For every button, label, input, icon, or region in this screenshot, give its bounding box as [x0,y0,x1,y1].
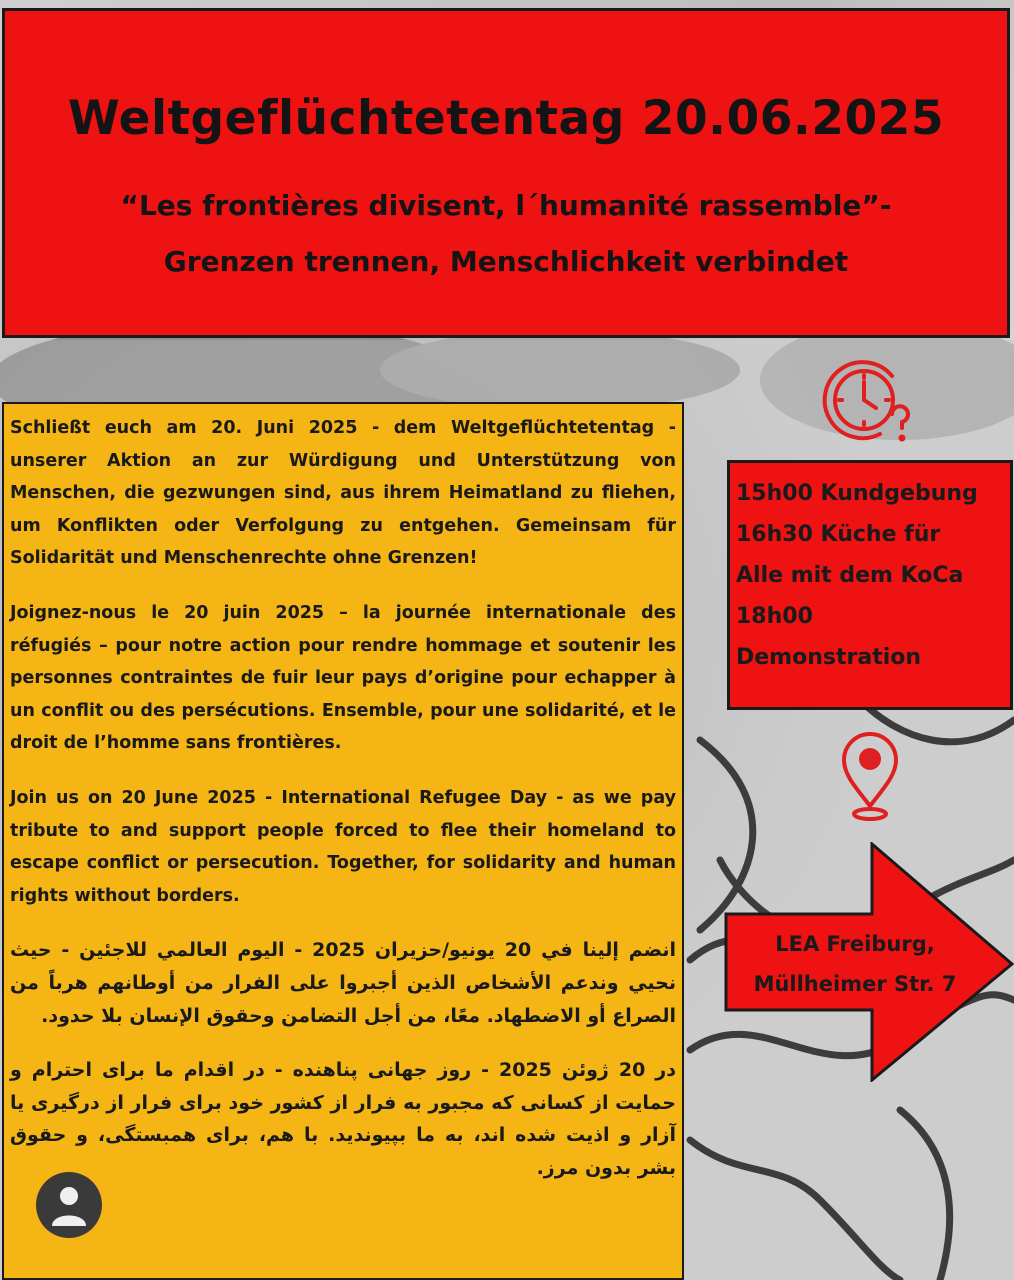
paragraph-english: Join us on 20 June 2025 - International Refugee Day - as we pay tribute to and support people forced to flee their homeland to escape conflict or persecution. Together, for solidarity and human rights without borders. [10,787,676,906]
location-line-2: Müllheimer Str. 7 [753,972,957,996]
paragraph-arabic: انضم إلينا في 20 يونيو/حزيران 2025 - اليوم العالمي للاجئين - حيث نحيي وندعم الأشخاص الذين أجبروا على الفرار من أوطانهم هرباً من الصراع أو الاضطهاد. معًا، من أجل التضامن وحقوق الإنسان بلا حدود. [10,939,677,1027]
header-banner [2,8,1010,338]
schedule-box [727,460,1013,710]
location-line-1: LEA Freiburg, [775,932,935,956]
schedule-line: 15h00 Kundgebung [736,481,978,506]
schedule-line: Alle mit dem KoCa [736,563,964,588]
schedule-line: 16h30 Küche für [736,522,941,547]
user-avatar-icon [49,1184,89,1226]
location-address [730,924,980,1004]
subtitle-line-1: “Les frontières divisent, l´humanité rassemble”- [120,189,892,222]
paragraph-persian: در 20 ژوئن 2025 - روز جهانی پناهنده - در اقدام ما برای احترام و حمایت از کسانی که مجبور به فرار از کشور خود برای فرار از درگیری یا آزار و اذیت شده اند، به ما بپیوندید. با هم، برای همبستگی، و حقوق بشر بدون مرز. [10,1059,676,1179]
clock-question-icon [820,354,920,450]
schedule-line: Demonstration [736,645,922,670]
subtitle-line-2: Grenzen trennen, Menschlichkeit verbindet [163,245,849,278]
multilingual-text-box [2,402,684,1280]
paragraph-german: Schließt euch am 20. Juni 2025 - dem Weltgeflüchtetentag - unserer Aktion an zur Würdigung und Unterstützung von Menschen, die gezwungen sind, aus ihrem Heimatland zu fliehen, um Konflikten oder Verfolgung zu entgehen. Gemeinsam für Solidarität und Menschenrechte ohne Grenzen! [10,418,676,569]
paragraph-french: Joignez-nous le 20 juin 2025 – la journée internationale des réfugiés – pour notre action pour rendre hommage et soutenir les personnes contraintes de fuir leur pays d’origine pour echapper à un conflit ou des persécutions. Ensemble, pour une solidarité, et le droit de l’homme sans frontières. [10,602,676,754]
location-pin-icon [830,728,910,828]
schedule-line: 18h00 [736,604,813,629]
user-avatar[interactable] [36,1172,102,1238]
poster-title: Weltgeflüchtetentag 20.06.2025 [67,91,945,146]
location-arrow [722,842,1014,1082]
poster-subtitle [5,178,1007,290]
